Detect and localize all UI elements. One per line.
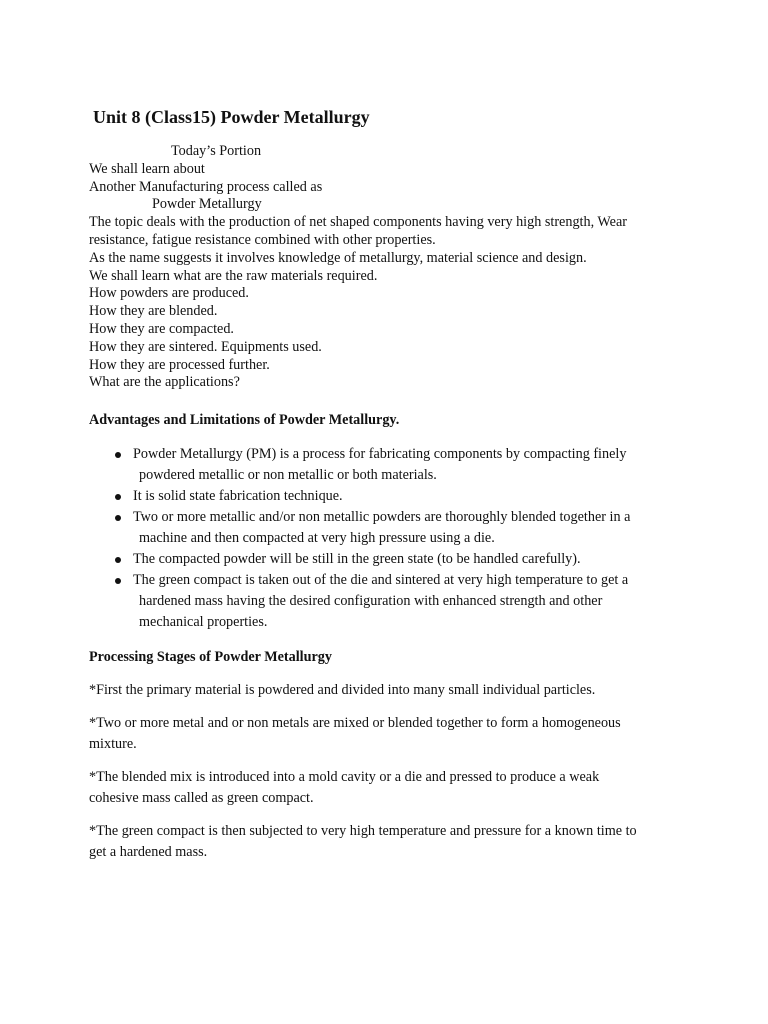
list-item (113, 486, 683, 507)
intro-line: We shall learn what are the raw materials required. (89, 267, 378, 284)
bullet-text: powdered metallic or non metallic or both materials. (139, 467, 437, 483)
bullet-text: Powder Metallurgy (PM) is a process for fabricating components by compacting finely (133, 446, 627, 462)
intro-line: Another Manufacturing process called as (89, 178, 323, 195)
intro-line: How they are processed further. (89, 356, 270, 373)
intro-line: Today’s Portion (171, 143, 262, 159)
stage-text: *First the primary material is powdered and divided into many small individual particles. (89, 682, 596, 698)
bullet-text: The compacted powder will be still in the green state (to be handled carefully). (133, 551, 581, 567)
list-item (113, 507, 683, 549)
document-title: Unit 8 (Class15) Powder Metallurgy (93, 107, 370, 127)
bullet-text: The green compact is taken out of the die and sintered at very high temperature to get a (133, 572, 629, 588)
advantages-heading: Advantages and Limitations of Powder Metallurgy. (89, 412, 400, 428)
stage-text: *Two or more metal and or non metals are mixed or blended together to form a homogeneous (89, 714, 621, 731)
bullet-text: machine and then compacted at very high pressure using a die. (139, 530, 495, 546)
bullet-text: Two or more metallic and/or non metallic powders are thoroughly blended together in a (133, 509, 631, 525)
intro-line: How they are sintered. Equipments used. (89, 338, 322, 355)
stage-paragraph (89, 680, 689, 702)
processing-heading: Processing Stages of Powder Metallurgy (89, 649, 332, 665)
stage-paragraph (89, 821, 689, 864)
bullet-text: mechanical properties. (139, 614, 268, 630)
intro-line: Powder Metallurgy (152, 196, 262, 213)
intro-line: How powders are produced. (89, 285, 249, 302)
list-item (113, 549, 683, 570)
processing-stages (89, 680, 689, 875)
intro-line: How they are blended. (89, 303, 218, 320)
bullet-dot (115, 515, 121, 521)
intro-line: We shall learn about (89, 160, 205, 177)
stage-paragraph (89, 713, 689, 756)
bullet-text: It is solid state fabrication technique. (133, 488, 343, 504)
bullet-dot (115, 557, 121, 563)
intro-line: resistance, fatigue resistance combined with other properties. (89, 231, 436, 248)
intro-line: How they are compacted. (89, 320, 234, 337)
advantages-list (113, 444, 683, 633)
bullet-dot (115, 494, 121, 500)
stage-text: mixture. (89, 736, 137, 752)
stage-paragraph (89, 767, 689, 810)
intro-section (89, 143, 689, 392)
list-item (113, 570, 683, 633)
stage-text: cohesive mass called as green compact. (89, 790, 314, 806)
stage-text: *The green compact is then subjected to very high temperature and pressure for a known time to (89, 822, 637, 839)
intro-line: The topic deals with the production of net shaped components having very high strength, Wear (89, 214, 627, 231)
stage-text: *The blended mix is introduced into a mold cavity or a die and pressed to produce a weak (89, 768, 600, 785)
intro-line: As the name suggests it involves knowledge of metallurgy, material science and design. (89, 249, 587, 266)
bullet-dot (115, 452, 121, 458)
list-item (113, 444, 683, 486)
intro-line: What are the applications? (89, 374, 240, 391)
bullet-dot (115, 578, 121, 584)
stage-text: get a hardened mass. (89, 844, 208, 860)
bullet-text: hardened mass having the desired configuration with enhanced strength and other (139, 593, 603, 609)
